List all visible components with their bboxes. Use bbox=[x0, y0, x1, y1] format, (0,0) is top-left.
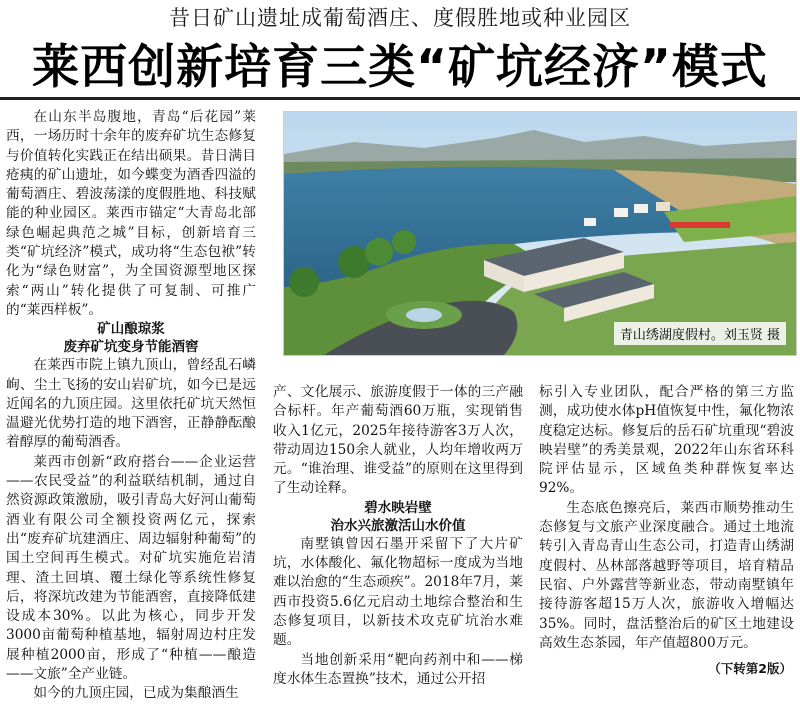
headline: 莱西创新培育三类“矿坑经济”模式 bbox=[32, 40, 768, 95]
paragraph: 产、文化展示、旅游度假于一体的三产融合标杆。年产葡萄酒60万瓶，实现销售收入1亿元，2025年接待游客3万人次，带动周边150余人就业，人均年增收两万元。“谁治理、谁受益”的原则在这里得到了生动诠释。 bbox=[273, 384, 523, 497]
kicker-subheadline: 昔日矿山遗址成葡萄酒庄、度假胜地或种业园区 bbox=[169, 6, 631, 30]
section-subtitle-kicker: 矿山酿琼浆 bbox=[97, 321, 165, 338]
paragraph: 在山东半岛腹地，青岛“后花园”莱西，一场历时十余年的废弃矿坑生态修复与价值转化实践正在结出硕果。昔日满目疮痍的矿山遗址，如今蝶变为酒香四溢的葡萄酒庄、碧波荡漾的度假胜地、科技赋能的种业园区。莱西市锚定“大青岛北部绿色崛起典范之城”目标，创新培育三类“矿坑经济”模式，成功将“生态包袱”转化为“绿色财富”，为全国资源型地区探索“两山”转化提供了可复制、可推广的“莱西样板”。 bbox=[6, 109, 256, 318]
article-column-1 bbox=[6, 108, 256, 704]
headline-rule bbox=[0, 97, 800, 100]
article-column-3 bbox=[539, 383, 794, 653]
article-column-2 bbox=[273, 383, 523, 689]
section-subtitle: 废弃矿坑变身节能酒窖 bbox=[63, 339, 199, 356]
photo-illustration bbox=[284, 112, 796, 355]
section-subtitle-kicker: 碧水映岩壁 bbox=[364, 499, 432, 516]
paragraph: 南墅镇曾因石墨开采留下了大片矿坑，水体酸化、氟化物超标一度成为当地难以治愈的“生态顽疾”。2018年7月，莱西市投资5.6亿元启动土地综合整治和生态修复项目，以新技术攻克矿坑治水难题。 bbox=[273, 535, 523, 649]
paragraph: 莱西市创新“政府搭台——企业运营——农民受益”的利益联结机制，通过自然资源政策激励，吸引青岛大好河山葡萄酒业有限公司全额投资两亿元，探索出“废弃矿坑建酒庄、周边辐射种葡萄”的国土空间再生模式。对矿坑实施危岩清理、渣土回填、覆土绿化等系统性修复后，将深坑改建为节能酒窖，直接降低建设成本30%。以此为核心，同步开发3000亩葡萄种植基地，辐射周边村庄发展种植2000亩，形成了“种植——酿造——文旅”全产业链。 bbox=[6, 453, 256, 683]
paragraph: 生态底色擦亮后，莱西市顺势推动生态修复与文旅产业深度融合。通过土地流转引入青岛青山生态公司，打造青山绣湖度假村、丛林部落越野等项目，培育精品民宿、户外露营等新业态，带动南墅镇年接待游客超15万人次，旅游收入增幅达35%。同时，盘活整治后的矿区土地建设高效生态茶园，年产值超800万元。 bbox=[539, 499, 794, 651]
paragraph: 当地创新采用“靶向药剂中和——梯度水体生态置换”技术，通过公开招 bbox=[273, 651, 523, 687]
continued-notice: （下转第2版） bbox=[708, 661, 792, 676]
resort-aerial-photo bbox=[283, 111, 797, 356]
section-subtitle: 治水兴旅激活山水价值 bbox=[330, 517, 466, 534]
paragraph: 在莱西市院上镇九顶山，曾经乱石嶙峋、尘土飞扬的安山岩矿坑，如今已是远近闻名的九顶庄园。这里依托矿坑天然恒温避光优势打造的地下酒窖，正静静酝酿着醇厚的葡萄酒香。 bbox=[6, 357, 256, 451]
paragraph: 如今的九顶庄园，已成为集酿酒生 bbox=[33, 685, 239, 702]
paragraph: 标引入专业团队，配合严格的第三方监测，成功使水体pH值恢复中性，氟化物浓度稳定达标。修复后的岳石矿坑重现“碧波映岩壁”的秀美景观，2022年山东省环科院评估显示，区域鱼类种群恢复率达92%。 bbox=[539, 384, 794, 497]
photo-caption: 青山绣湖度假村。刘玉贤 摄 bbox=[614, 322, 786, 345]
